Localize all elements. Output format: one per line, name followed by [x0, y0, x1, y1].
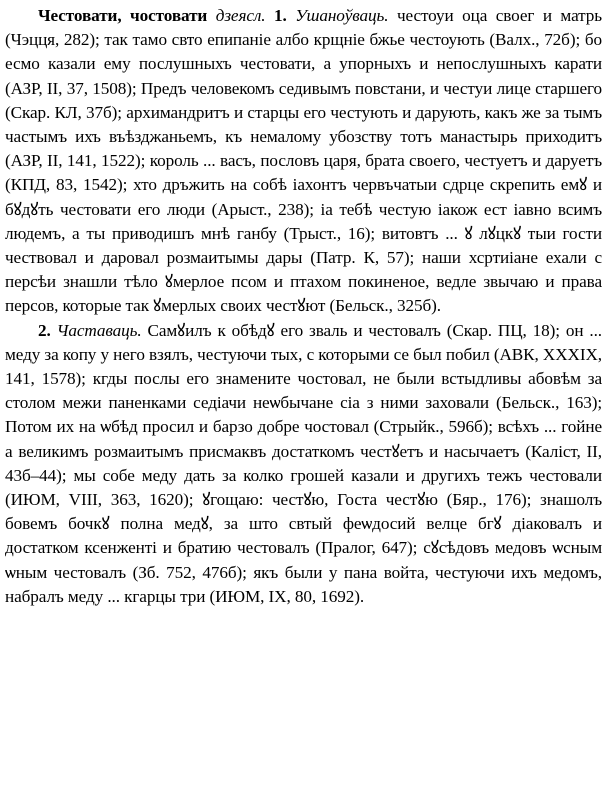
- entry-sense-2: [5, 319, 602, 609]
- entry-sense-1: [5, 4, 602, 319]
- sense-citations: честоуи оца своег и матрь (Чэцця, 282); так тамо свто епипаніе албо крщніе бжье честоують (Валх., 72б); бо есмо казали ему послушныхъ честовати, а упорныхъ и непослушныхъ карати (АЗР, II, 37, 1508); Предъ человекомъ седивымъ повстани, и честуи лице старшего (Скар. КЛ, 37б); архимандритъ и старцы его честують и дарують, какъ же за тымъ частымъ ихъ въѣзджаньемъ, къ немалому убозству тотъ манастырь приходитъ (АЗР, II, 141, 1522); король ... васъ, пословъ царя, брата своего, честуетъ и даруетъ (КПД, 83, 1542); хто дръжить на собѣ іахонтъ червъчатыи сдрце скрепить емꙋ и бꙋдꙋть честовати его люди (Арыст., 238); іа тебѣ честую іакож ест іавно всимъ людемъ, а ты приводишъ мнѣ ганбу (Трыст., 16); витовтъ ... ꙋ лꙋцкꙋ тыи гости чествовал и даровал розмаитымы дары (Патр. К, 57); наши хсртиіане ехали с персѣи знашли тѣло ꙋмерлое псом и птахом покиненое, ведле звычаю и права персов, которые так ꙋмерлых своих честꙋют (Бельск., 325б).: [5, 6, 603, 316]
- sense-number: 2.: [38, 320, 51, 340]
- sense-gloss: Частаваць.: [56, 320, 142, 340]
- sense-citations: Самꙋилъ к обѣдꙋ его зваль и честовалъ (Скар. ПЦ, 18); он ... меду за копу у него взялъ, честуючи тых, с которыми се был побил (АВК, XXXIX, 141, 1578); кгды послы его знамените чостовал, не были встыдливы абовѣм за столом межи паненками седіачи неѡбычане сіа з ними заховали (Бельск., 163); Потом их на ѡбѣд просил и барзо добре чостовал (Стрыйк., 596б); всѣхъ ... гойне а великимъ розмаитымъ присмаквъ достаткомъ честꙋетъ и насычаетъ (Каліст, II, 43б–44); мы собе меду дать за колко грошей казали и другихъ тежъ честовали (ИЮМ, VIII, 363, 1620); ꙋгощаю: честꙋю, Госта честꙋю (Бяр., 176); знашолъ бовемъ бочкꙋ полна медꙋ, за што свтый феѡдосий велце бгꙋ діаковалъ и достатком ксенженті и братию честовалъ (Пралог, 647); сꙋсѣдовъ медовъ ѡсным ѡным честовалъ (Зб. 752, 476б); якъ были у пана войта, честуючи ихъ медомъ, набралъ меду ... кгарцы три (ИЮМ, IX, 80, 1692).: [5, 320, 602, 606]
- sense-number: 1.: [274, 6, 287, 25]
- grammar-label: дзеясл.: [215, 6, 266, 25]
- sense-gloss: Ушаноўваць.: [295, 6, 389, 25]
- headword: Честовати, чостовати: [38, 6, 208, 25]
- dictionary-page: [5, 4, 602, 609]
